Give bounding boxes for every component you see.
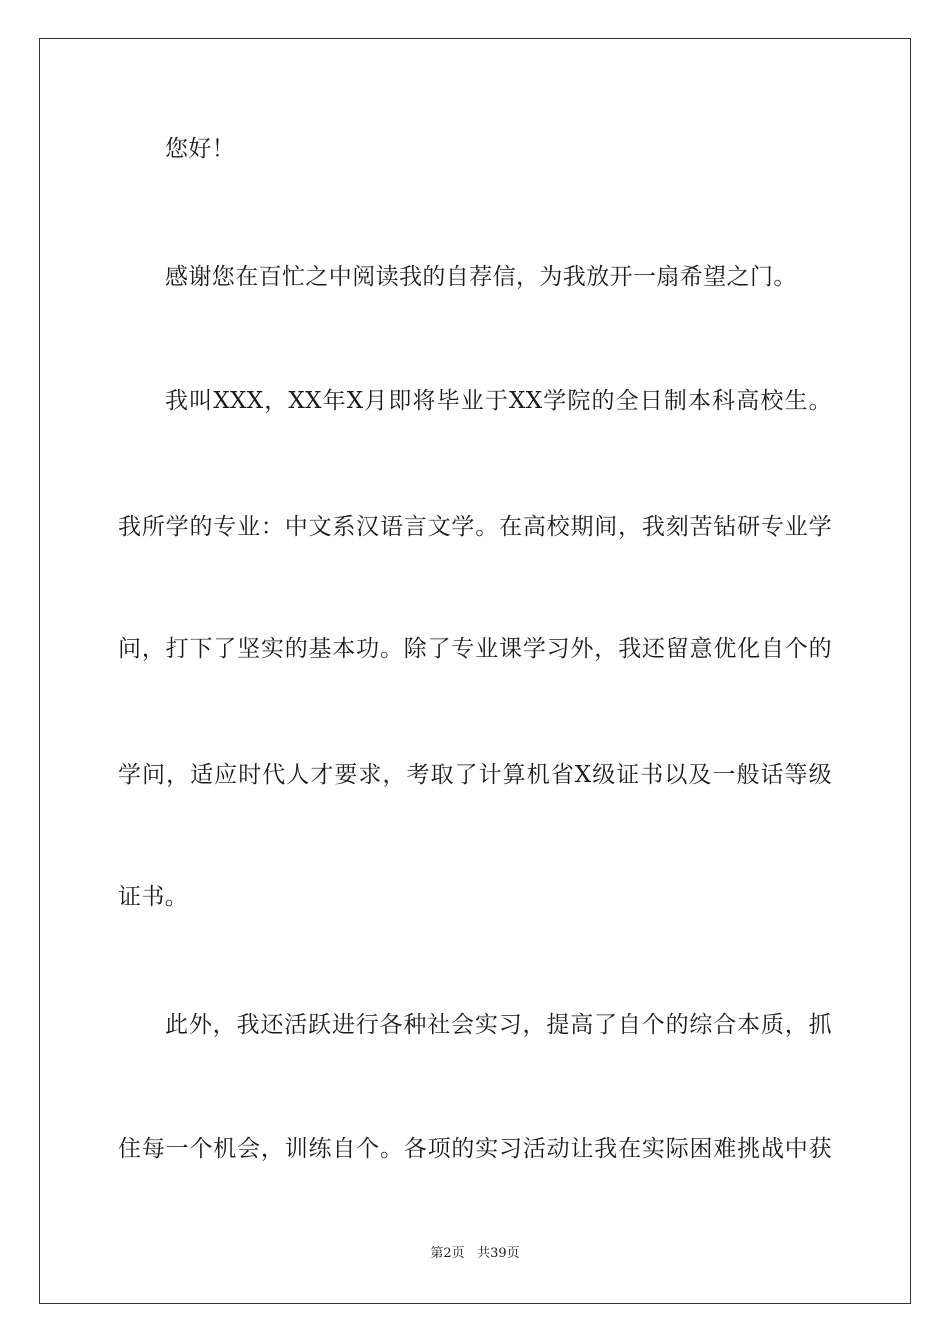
page-footer (0, 1245, 950, 1263)
paragraph-line: 住每一个机会，训练自个。各项的实习活动让我在实际困难挑战中获 (118, 1136, 832, 1162)
paragraph-line: 问，打下了坚实的基本功。除了专业课学习外，我还留意优化自个的 (118, 636, 832, 662)
paragraph-line: 证书。 (118, 884, 189, 910)
paragraph-line: 此外，我还活跃进行各种社会实习，提高了自个的综合本质，抓 (165, 1012, 832, 1038)
greeting-line: 您好！ (165, 136, 236, 162)
page-border (39, 38, 911, 1304)
page-total: 共39页 (477, 1246, 520, 1261)
paragraph-line: 学问，适应时代人才要求，考取了计算机省X级证书以及一般话等级 (118, 762, 832, 788)
paragraph-line: 我叫XXX，XX年X月即将毕业于XX学院的全日制本科高校生。 (165, 388, 832, 414)
paragraph-line: 感谢您在百忙之中阅读我的自荐信，为我放开一扇希望之门。 (165, 264, 797, 290)
page-number: 第2页 (430, 1246, 465, 1261)
paragraph-line: 我所学的专业：中文系汉语言文学。在高校期间，我刻苦钻研专业学 (118, 514, 832, 540)
